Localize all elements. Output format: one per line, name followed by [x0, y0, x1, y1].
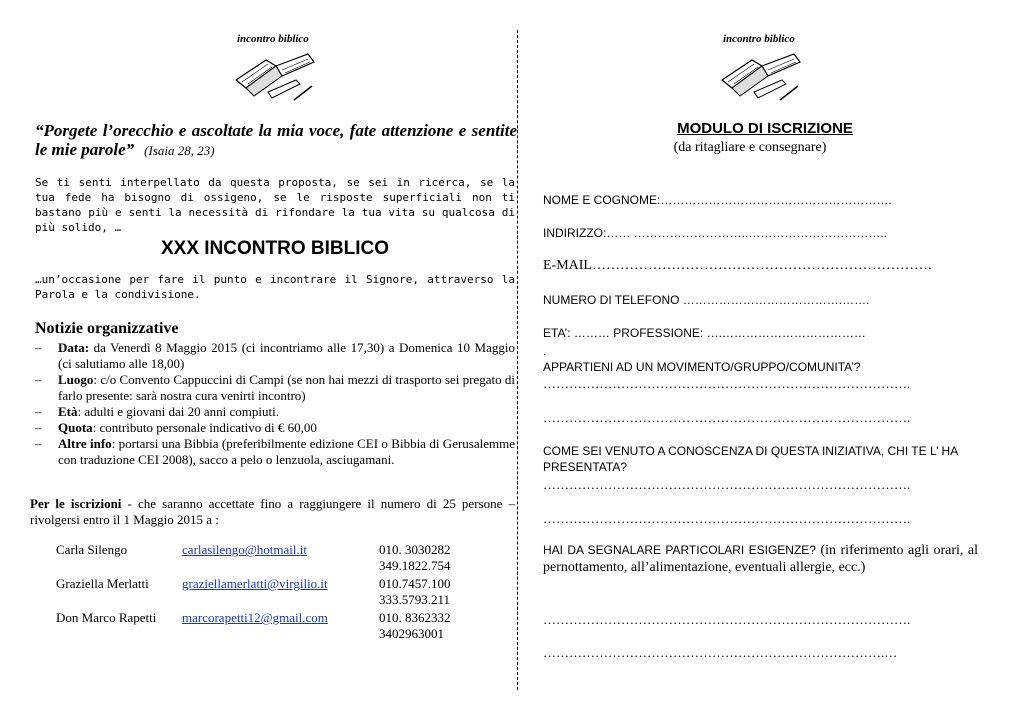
contact-name: Graziella Merlatti	[56, 576, 149, 591]
contact-phones	[379, 610, 451, 642]
contact-phone-2: 349.1822.754	[379, 558, 451, 573]
item-text: : c/o Convento Cappuccini di Campi (se non hai mezzi di trasporto sei pregato di farlo presente: sarà nostra cura venirti incontro)	[58, 372, 515, 403]
field-movimento-label: APPARTIENI AD UN MOVIMENTO/GRUPPO/COMUNITA’?	[543, 360, 861, 374]
field-telefono[interactable]: NUMERO DI TELEFONO ………………………………….…….	[543, 293, 870, 307]
item-text: da Venerdì 8 Maggio 2015 (ci incontriamo alle 17,30) a Domenica 10 Maggio (ci salutiamo alle 18,00)	[58, 340, 515, 371]
open-book-illustration-right	[714, 48, 804, 108]
esigenze-text: (in riferimento agli orari, al pernottamento, all’alimentazione, eventuali allergie, ecc.)	[543, 543, 979, 575]
contact-phone-1: 010.7457.100	[379, 576, 451, 591]
item-label: Quota	[58, 420, 93, 435]
event-title: XXX INCONTRO BIBLICO	[160, 238, 389, 259]
contact-email-link[interactable]: graziellamerlatti@virgilio.it	[182, 576, 328, 591]
item-text: : adulti e giovani dai 20 anni compiuti.	[77, 404, 279, 419]
field-email[interactable]: E-MAIL……………………………………………………………….	[543, 258, 932, 273]
contact-row	[56, 610, 486, 644]
contact-phone-2: 333.5793.211	[379, 592, 451, 607]
field-indirizzo[interactable]: INDIRIZZO:…… ………………………..……………………………..	[543, 226, 887, 240]
item-text: : contributo personale indicativo di € 60,00	[92, 420, 317, 435]
field-conoscenza-label: COME SEI VENUTO A CONOSCENZA DI QUESTA INIZIATIVA, CHI TE L’ HA PRESENTATA?	[543, 444, 958, 474]
item-label: Luogo	[58, 372, 94, 387]
contact-phone-1: 010. 8362332	[379, 610, 451, 625]
contact-email-link[interactable]: marcorapetti12@gmail.com	[182, 610, 328, 625]
contacts-list	[56, 542, 486, 644]
open-book-illustration-left	[228, 48, 318, 108]
item-label: Età	[58, 404, 78, 419]
item-label: Altre info	[58, 436, 112, 451]
intro-paragraph: Se ti senti interpellato da questa proposta, se sei in ricerca, se la tua fede ha bisogno di ossigeno, se le risposte superficiali non ti bastano più e senti la necessità di rifondare la tua vita su qualcosa di più solido, …	[35, 176, 515, 234]
iscrizioni-text: - che saranno accettate fino a raggiungere il numero di 25 persone – rivolgersi entro il 1 Maggio 2015 a :	[30, 496, 515, 527]
notizie-heading: Notizie organizzative	[35, 320, 179, 337]
item-text: : portarsi una Bibbia (preferibilmente edizione CEI o Bibbia di Gerusalemme con traduzione CEI 2008), sacco a pelo o lenzuola, asciugamani.	[58, 436, 515, 467]
list-item-quota	[35, 420, 515, 436]
iscrizioni-label: Per le iscrizioni	[30, 496, 122, 511]
bible-quote	[35, 121, 517, 160]
cut-line-divider	[517, 30, 518, 690]
quote-text: “Porgete l’orecchio e ascoltate la mia voce, fate attenzione e sentite le mie parole”	[35, 121, 517, 159]
quote-reference: (Isaia 28, 23)	[144, 143, 215, 158]
contact-phones	[379, 576, 451, 608]
header-right: incontro biblico	[723, 33, 795, 45]
iscrizioni-paragraph	[30, 496, 515, 528]
answer-line[interactable]: ………………………………………………………………………….	[543, 612, 911, 627]
answer-line[interactable]: ………………………………………………………………………….	[543, 477, 911, 492]
answer-line[interactable]: …………………………………………………………………….…	[543, 645, 898, 660]
contact-phones	[379, 542, 451, 574]
answer-line[interactable]: ………………………………………………………………………….	[543, 511, 911, 526]
contact-row	[56, 542, 486, 576]
list-item-altre-info	[35, 436, 515, 468]
list-item-eta	[35, 404, 515, 420]
answer-line[interactable]: ………………………………………………………………………….	[543, 410, 911, 425]
item-label: Data:	[58, 340, 90, 355]
list-item-luogo	[35, 372, 515, 404]
stray-dot: .	[543, 344, 547, 358]
list-item-data	[35, 340, 515, 372]
contact-name: Carla Silengo	[56, 542, 128, 557]
field-nome-cognome[interactable]: NOME E COGNOME:………………………………………………….	[543, 193, 892, 207]
info-list	[35, 340, 515, 468]
form-subtitle: (da ritagliare e consegnare)	[673, 140, 827, 155]
contact-name: Don Marco Rapetti	[56, 610, 157, 625]
answer-line[interactable]: ………………………………………………………………………….	[543, 376, 911, 391]
field-esigenze	[543, 542, 978, 576]
contact-phone-2: 3402963001	[379, 626, 444, 641]
esigenze-label: HAI DA SEGNALARE PARTICOLARI ESIGENZE?	[543, 543, 816, 557]
header-left: incontro biblico	[237, 33, 309, 45]
contact-row	[56, 576, 486, 610]
occasion-paragraph: …un’occasione per fare il punto e incontrare il Signore, attraverso la Parola e la condivisione.	[35, 273, 515, 301]
field-eta-professione[interactable]: ETA’: ……… PROFESSIONE: ….………………………………	[543, 326, 866, 340]
contact-email-link[interactable]: carlasilengo@hotmail.it	[182, 542, 307, 557]
form-title: MODULO DI ISCRIZIONE	[677, 120, 853, 137]
contact-phone-1: 010. 3030282	[379, 542, 451, 557]
